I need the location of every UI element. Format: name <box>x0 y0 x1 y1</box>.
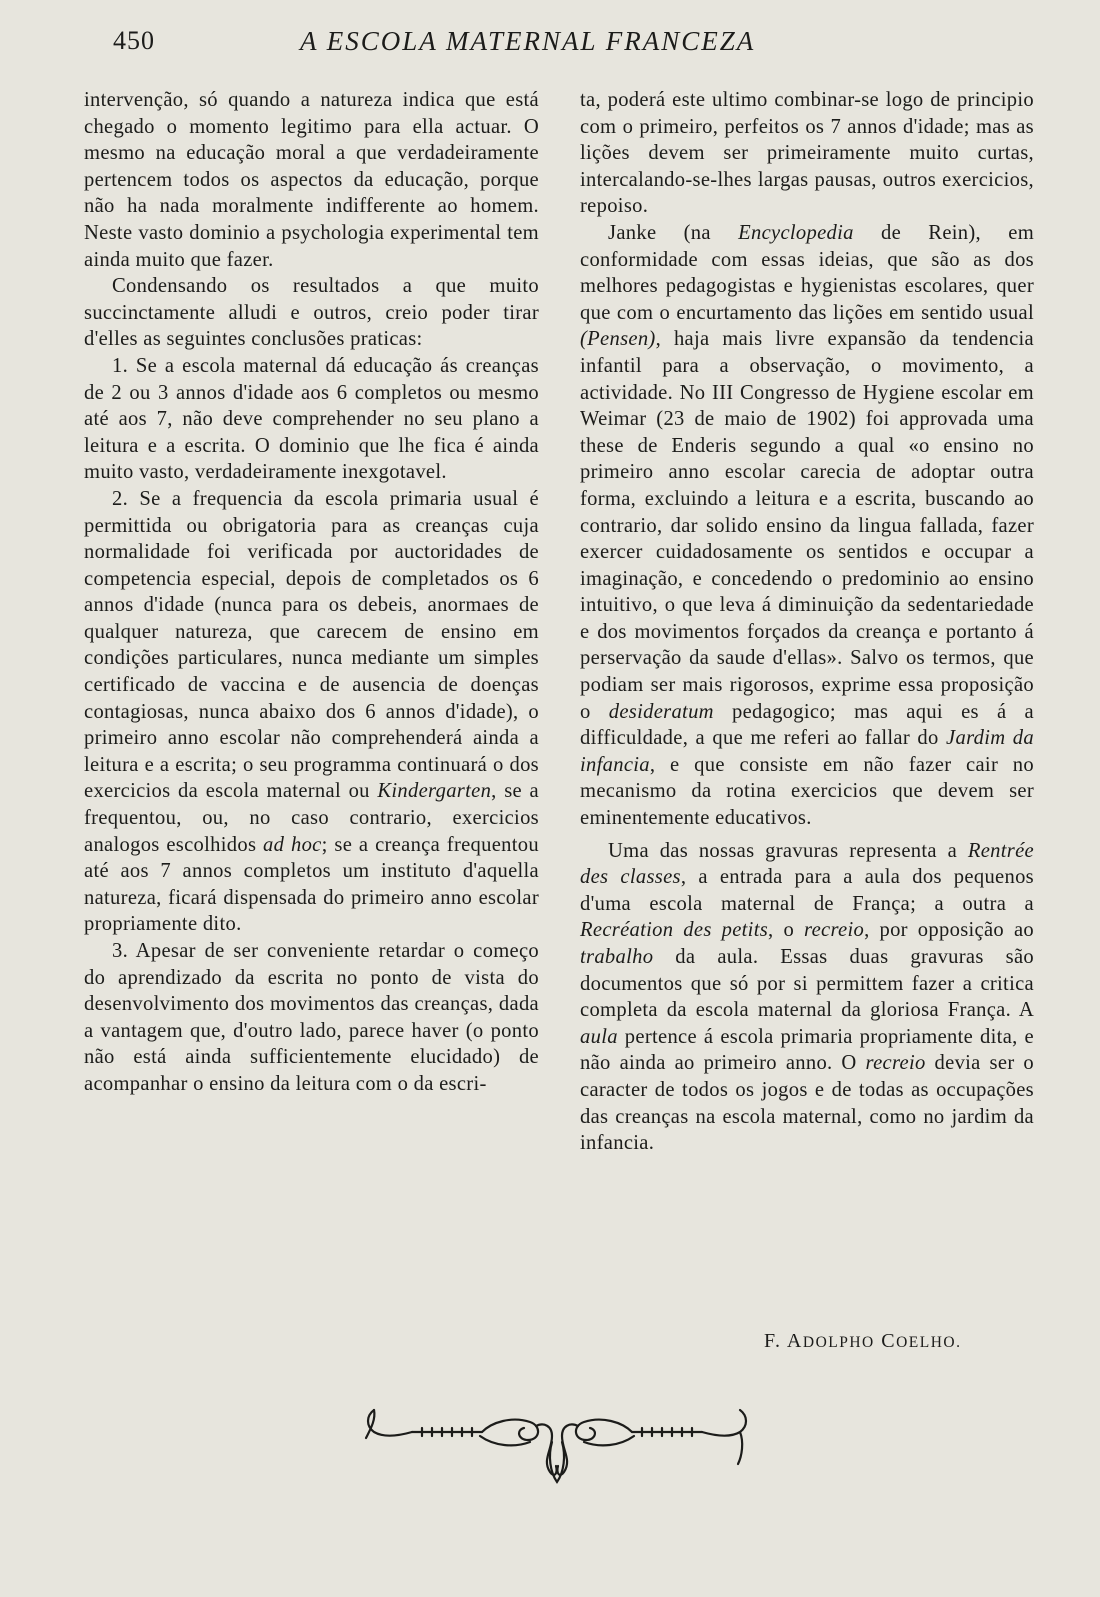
italic-term: desideratum <box>608 700 714 723</box>
italic-term: (Pensen) <box>580 328 656 351</box>
paragraph: ta, poderá este ultimo combinar-se logo de principio com o primeiro, perfeitos os 7 annos d'idade; mas as lições devem ser primeiramente muito curtas, intercalando-se-lhes largas pausas, outros exercicios, repoiso. <box>580 89 1034 218</box>
text-run: , haja mais livre expansão da tendencia infantil para a observação, o movimento, a actividade. No III Congresso de Hygiene escolar em Weimar (23 de maio de 1902) foi approvada uma these de Enderis segundo a qual «o ensino no primeiro anno escolar carecia de adoptar outra forma, excluindo a leitura e a escrita, buscando ao contrario, dar solido ensino da lingua fallada, fazer exercer cuidadosamente os sentidos e occupar a imaginação, e concedendo o predominio ao ensino intuitivo, o que leva á diminuição da sedentariedade e dos movimentos forçados da creança e portanto á perservação da saude d'ellas». Salvo os termos, que podiam ser mais rigorosos, exprime essa proposição o <box>580 328 1034 723</box>
right-column <box>580 87 1034 1157</box>
left-column <box>84 87 539 1098</box>
paragraph <box>580 220 1034 832</box>
italic-term: Encyclopedia <box>738 221 854 244</box>
italic-term: Recréation des petits <box>580 919 769 942</box>
sig-initial: F. A <box>764 1330 803 1352</box>
tailpiece-ornament <box>362 1402 752 1492</box>
paragraph: 3. Apesar de ser conveniente retardar o começo do aprendizado da escrita no ponto de vista do desenvolvimento dos movimentos das creanças, dada a vantagem que, d'outro lado, parece haver (o ponto não está ainda sufficientemente elucidado) de acompanhar o ensino da leitura com o da escri- <box>84 940 539 1095</box>
italic-term: Kindergarten <box>377 780 492 803</box>
sig-last-initial: C <box>881 1330 897 1352</box>
sig-first-rest: DOLPHO <box>802 1334 875 1351</box>
italic-term: Jardim da infancia <box>580 727 1034 776</box>
paragraph: intervenção, só quando a natureza indica que está chegado o momento legitimo para ella actuar. O mesmo na educação moral a que verdadeiramente pertencem todos os aspectos da educação, porque não ha nada moralmente indifferente ao homem. Neste vasto dominio a psychologia experimental tem ainda muito que fazer. <box>84 89 539 271</box>
paragraph <box>580 838 1034 1157</box>
text-run: da aula. Essas duas gravuras são documentos que só por si permittem fazer a critica completa da escola maternal da gloriosa França. A <box>580 946 1034 1022</box>
text-run: , e que consiste em não fazer cair no mecanismo da rotina exercicios que devem ser eminentemente educativos. <box>580 753 1034 830</box>
italic-term: Rentrée des classes <box>580 839 1034 889</box>
italic-term: recreio <box>865 1052 926 1075</box>
text-run: , por opposição ao <box>864 919 1035 942</box>
text-run: , se a frequentou, ou, no caso contrario, exercicios analogos escolhidos <box>84 780 539 856</box>
page-number: 450 <box>113 26 155 55</box>
text-run: Janke (na <box>608 221 739 244</box>
text-run: Uma das nossas gravuras representa a <box>608 839 968 862</box>
italic-term: trabalho <box>580 946 654 968</box>
text-run: de Rein), em conformidade com essas ideias, que são as dos melhores pedagogistas e hygienistas escolares, quer que com o encurtamento das lições em sentido usual <box>580 221 1035 324</box>
text-run: , a entrada para a aula dos pequenos d'uma escola maternal de França; a outra a <box>580 866 1034 915</box>
text-run: , o <box>768 919 805 942</box>
running-title: A ESCOLA MATERNAL FRANCEZA <box>300 26 756 56</box>
text-run: pedagogico; mas aqui es á a difficuldade, a que me referi ao fallar do <box>580 700 1034 750</box>
text-run: ; se a creança frequentou até aos 7 annos completos um instituto d'aquella natureza, ficará dispensada do primeiro anno escolar propriamente dito. <box>84 833 539 936</box>
text-run: 2. Se a frequencia da escola primaria usual é permittida ou obrigatoria para as creanças cuja normalidade foi verificada por auctoridades de competencia especial, depois de completados os 6 annos d'idade (nunca para os debeis, anormaes de qualquer natureza, que carecem de ensino em condições particulares, nunca mediante um simples certificado de vaccina e de ausencia de doenças contagiosas, nunca abaixo dos 6 annos d'idade), o primeiro anno escolar não comprehenderá ainda a leitura e a escrita; o seu programma continuará o dos exercicios da escola maternal ou <box>84 487 539 803</box>
italic-term: ad hoc <box>263 833 322 856</box>
paragraph <box>84 486 539 938</box>
text-run: devia ser o caracter de todos os jogos e de todas as occupações das creanças na escola maternal, como no jardim da infancia. <box>580 1052 1035 1155</box>
paragraph: Condensando os resultados a que muito succinctamente alludi e outros, creio poder tirar d'elles as seguintes conclusões praticas: <box>84 275 539 351</box>
italic-term: aula <box>580 1025 618 1048</box>
author-signature <box>764 1330 962 1353</box>
text-run: pertence á escola primaria propriamente dita, e não ainda ao primeiro anno. O <box>580 1025 1034 1075</box>
sig-last-rest: OELHO. <box>896 1334 962 1351</box>
italic-term: recreio <box>804 919 865 942</box>
paragraph: 1. Se a escola maternal dá educação ás creanças de 2 ou 3 annos d'idade aos 6 completos ou mesmo até aos 7, não deve comprehender no seu plano a leitura e a escrita. O dominio que lhe fica é ainda muito vasto, verdadeiramente inexgotavel. <box>84 354 539 484</box>
